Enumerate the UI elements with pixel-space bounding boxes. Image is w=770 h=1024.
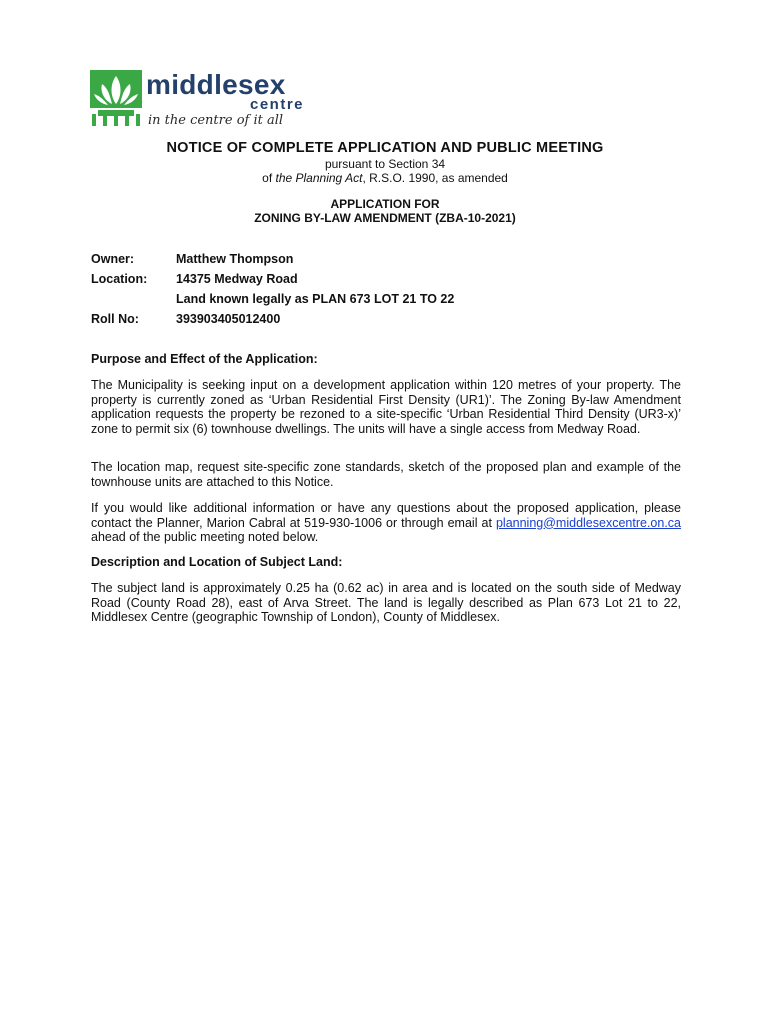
logo-subtitle: centre [250, 96, 305, 113]
roll-value: 393903405012400 [176, 312, 281, 326]
notice-title: NOTICE OF COMPLETE APPLICATION AND PUBLIC MEETING [166, 140, 604, 156]
contact-text-before: If you would like additional information or have any questions about the proposed application, please contact the Planner, Marion Cabral at 519-930-1006 or through email at [91, 501, 681, 530]
purpose-heading: Purpose and Effect of the Application: [91, 352, 318, 366]
purpose-paragraph-3 [91, 501, 681, 545]
logo-leaf-icon [90, 70, 142, 126]
application-line-1: APPLICATION FOR [330, 197, 440, 211]
act-line [0, 171, 770, 185]
purpose-paragraph-1: The Municipality is seeking input on a development application within 120 metres of your property. The property is currently zoned as ‘Urban Residential First Density (UR1)’. The Zoning By-law Amendment application requests the property be rezoned to a site-specific ‘Urban Residential Third Density (UR3-x)’ zone to permit six (6) townhouse dwellings. The units will have a single access from Medway Road. [91, 378, 681, 436]
logo-tagline: in the centre of it all [148, 113, 284, 128]
application-line-2: ZONING BY-LAW AMENDMENT (ZBA-10-2021) [254, 211, 516, 225]
contact-text-after: ahead of the public meeting noted below. [91, 530, 319, 544]
middlesex-centre-logo [90, 69, 305, 130]
pursuant-line: pursuant to Section 34 [324, 157, 446, 171]
owner-value: Matthew Thompson [176, 252, 294, 266]
description-heading: Description and Location of Subject Land: [91, 555, 343, 569]
legal-description: Land known legally as PLAN 673 LOT 21 TO 22 [176, 292, 455, 306]
purpose-paragraph-2: The location map, request site-specific zone standards, sketch of the proposed plan and example of the townhouse units are attached to this Notice. [91, 460, 681, 489]
act-prefix: of [262, 171, 276, 185]
planning-email-link[interactable]: planning@middlesexcentre.on.ca [495, 515, 681, 530]
act-name: the Planning Act [275, 171, 363, 185]
description-paragraph: The subject land is approximately 0.25 ha (0.62 ac) in area and is located on the south side of Medway Road (County Road 28), east of Arva Street. The land is legally described as Plan 673 Lot 21 to 22, Middlesex Centre (geographic Township of London), County of Middlesex. [91, 581, 681, 624]
location-label: Location: [91, 272, 148, 286]
roll-label: Roll No: [91, 312, 139, 326]
location-value: 14375 Medway Road [176, 272, 298, 286]
logo-wordmark: middlesex [146, 69, 286, 100]
owner-label: Owner: [91, 252, 135, 266]
act-suffix: , R.S.O. 1990, as amended [362, 171, 508, 185]
